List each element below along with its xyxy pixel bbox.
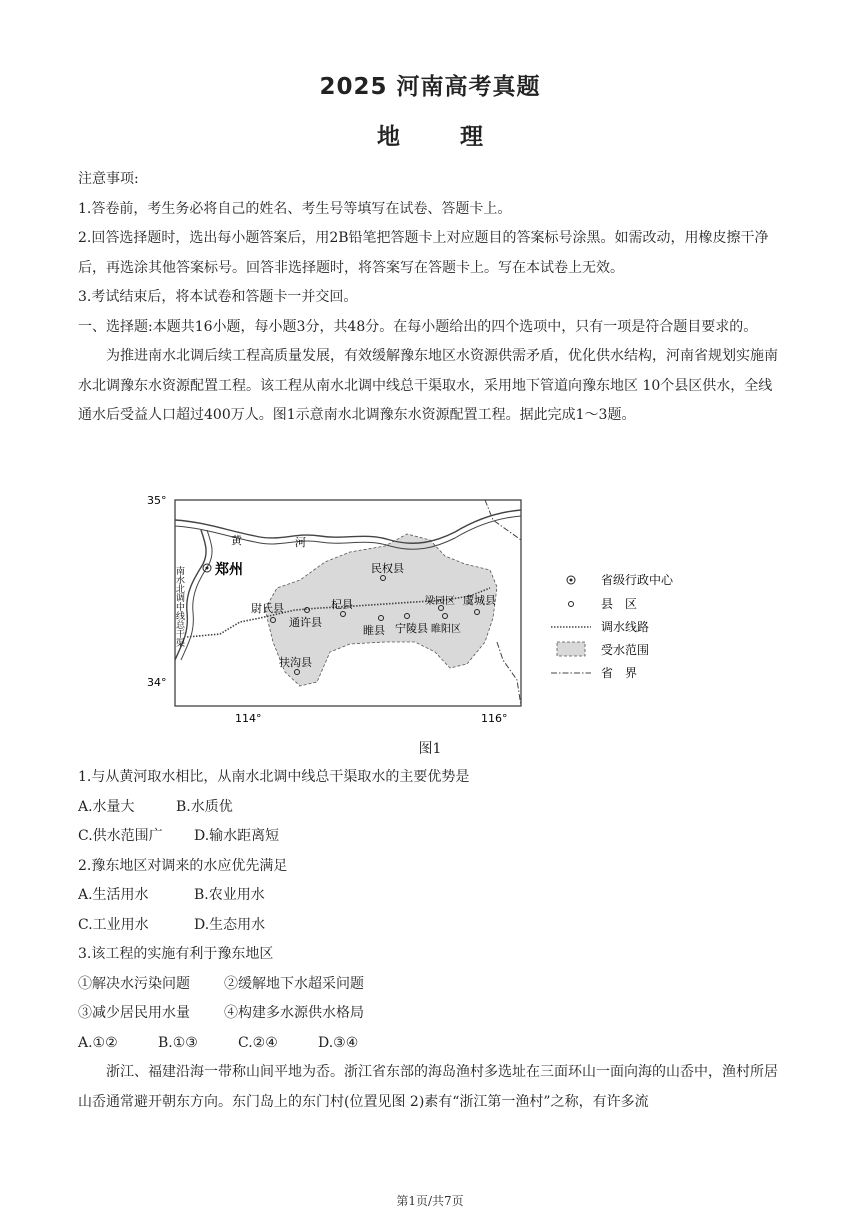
legend-area: 受水范围 [601, 643, 650, 657]
q2-option-c: C.工业用水 [78, 916, 149, 933]
q3-statement-3: ③减少居民用水量 [78, 1005, 190, 1021]
legend-border: 省 界 [601, 666, 638, 680]
label-river-1: 黄 [231, 534, 242, 547]
legend-route: 调水线路 [601, 620, 650, 634]
q3-option-b: B.①③ [158, 1034, 198, 1051]
notice-block [78, 165, 784, 431]
passage-2: 浙江、福建沿海一带称山间平地为岙。浙江省东部的海岛渔村多选址在三面环山一面向海的山岙中，渔村所居山岙通常避开朝东方向。东门岛上的东门村(位置见图 2)素有“浙江第一渔村”之称，有许多流 [78, 1064, 778, 1110]
q3-statement-4: ④构建多水源供水格局 [224, 1005, 364, 1021]
q2-options-row2 [78, 911, 784, 941]
label-minquan: 民权县 [371, 562, 404, 575]
page-footer: 第1页/共7页 [396, 1194, 464, 1208]
notice-item-3: 3.考试结束后，将本试卷和答题卡一并交回。 [78, 289, 358, 305]
q3-option-a: A.①② [78, 1034, 118, 1051]
yellow-river [175, 510, 521, 543]
label-tongxu: 通许县 [289, 616, 322, 629]
label-suiyang: 睢阳区 [431, 624, 461, 635]
subject-char-1: 地 [377, 124, 400, 150]
q3-statements-row1 [78, 970, 784, 1000]
label-river-2: 河 [295, 536, 306, 549]
q1-options-row1 [78, 793, 784, 823]
label-lon-114: 114° [235, 712, 262, 725]
exam-title: 2025 河南高考真题 [319, 74, 541, 100]
q1-option-d: D.输水距离短 [194, 828, 280, 844]
label-ningling: 宁陵县 [395, 622, 428, 635]
subject-title [0, 118, 860, 151]
figure-1-caption: 图1 [418, 741, 442, 757]
label-lat-35: 35° [147, 494, 167, 507]
q2-options-row1 [78, 881, 784, 911]
q3-option-d: D.③④ [318, 1034, 359, 1051]
legend-capital: 省级行政中心 [601, 573, 674, 587]
label-lon-116: 116° [481, 712, 508, 725]
q2-option-a: A.生活用水 [78, 887, 149, 903]
q1-stem: 1.与从黄河取水相比，从南水北调中线总干渠取水的主要优势是 [78, 769, 470, 785]
notice-heading: 注意事项: [78, 171, 139, 187]
q1-option-a: A.水量大 [78, 798, 135, 815]
passage-1: 为推进南水北调后续工程高质量发展，有效缓解豫东地区水资源供需矛盾，优化供水结构，河南省规划实施南水北调豫东水资源配置工程。该工程从南水北调中线总干渠取水，采用地下管道向豫东地区 10个县区供水，全线通水后受益人口超过400万人。图1示意南水北调豫东水资源配置工程。据此完成1～3题。 [78, 348, 778, 423]
label-canal: 南水北调中线总干渠 [174, 566, 184, 647]
section-heading: 一、选择题:本题共16小题，每小题3分，共48分。在每小题给出的四个选项中，只有一项是符合题目要求的。 [78, 318, 758, 335]
label-suixian: 睢县 [363, 624, 385, 637]
q2-stem: 2.豫东地区对调来的水应优先满足 [78, 857, 288, 874]
questions-block [78, 763, 784, 1117]
q2-option-b: B.农业用水 [194, 887, 265, 903]
q1-option-c: C.供水范围广 [78, 828, 163, 844]
label-zhengzhou: 郑州 [215, 562, 243, 578]
q3-option-c: C.②④ [238, 1034, 278, 1051]
notice-item-2: 2.回答选择题时，选出每小题答案后，用2B铅笔把答题卡上对应题目的答案标号涂黑。如需改动，用橡皮擦干净后，再选涂其他答案标号。回答非选择题时，将答案写在答题卡上。写在本试卷上无效。 [78, 230, 769, 276]
q1-option-b: B.水质优 [176, 798, 233, 815]
q2-option-d: D.生态用水 [194, 916, 266, 933]
q3-statement-2: ②缓解地下水超采问题 [224, 975, 364, 992]
notice-item-1: 1.答卷前，考生务必将自己的姓名、考生号等填写在试卷、答题卡上。 [78, 200, 512, 217]
label-fugou: 扶沟县 [279, 656, 312, 669]
label-yucheng: 虞城县 [463, 594, 496, 607]
subject-char-2: 理 [460, 124, 483, 150]
label-lat-34: 34° [147, 676, 167, 689]
q3-options-row [78, 1029, 784, 1059]
q3-statement-1: ①解决水污染问题 [78, 975, 190, 992]
figure-1-map [145, 492, 705, 728]
label-liangyuan: 梁园区 [425, 596, 455, 607]
label-weishi: 尉氏县 [251, 602, 284, 615]
q3-statements-row2 [78, 999, 784, 1029]
q1-options-row2 [78, 822, 784, 852]
legend-county: 县 区 [601, 597, 638, 611]
label-qixian: 杞县 [331, 598, 353, 611]
q3-stem: 3.该工程的实施有利于豫东地区 [78, 946, 274, 962]
